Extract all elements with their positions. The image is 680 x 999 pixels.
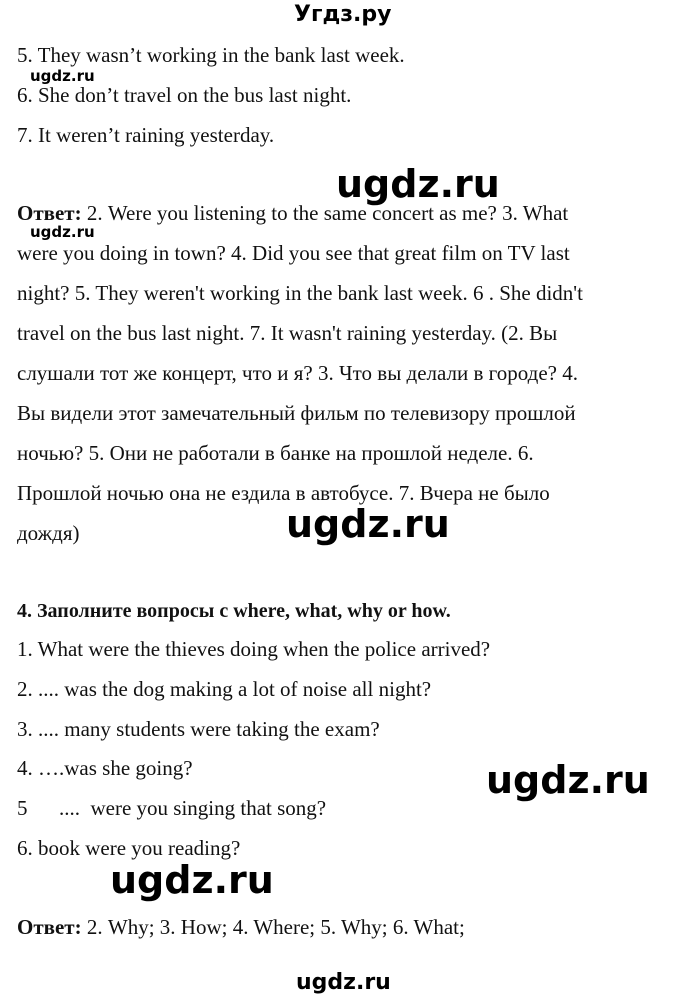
watermark-big: ugdz.ru <box>336 162 500 206</box>
answer-text: 2. Why; 3. How; 4. Where; 5. Why; 6. What; <box>81 915 465 939</box>
exercise-item: 6. book were you reading? <box>17 836 241 860</box>
answer-line: travel on the bus last night. 7. It wasn't raining yesterday. (2. Вы <box>17 321 558 345</box>
exercise-item: 2. .... was the dog making a lot of noise all night? <box>17 677 432 701</box>
answer-line: слушали тот же концерт, что и я? 3. Что вы делали в городе? 4. <box>17 361 578 385</box>
answer-line: ночью? 5. Они не работали в банке на прошлой неделе. 6. <box>17 441 534 465</box>
answer-line <box>17 193 667 233</box>
site-header: Угдз.ру <box>294 2 392 27</box>
exercise-line-6: 6. She don’t travel on the bus last night. <box>17 83 352 107</box>
watermark-small: ugdz.ru <box>30 223 95 241</box>
exercise-line-5: 5. They wasn’t working in the bank last week. <box>17 43 405 67</box>
exercise-item: 3. .... many students were taking the exam? <box>17 717 380 741</box>
exercise-title: 4. Заполните вопросы с where, what, why or how. <box>17 600 451 622</box>
answer-line: were you doing in town? 4. Did you see that great film on TV last <box>17 241 570 265</box>
watermark-small: ugdz.ru <box>30 67 95 85</box>
answer-line: Вы видели этот замечательный фильм по телевизору прошлой <box>17 401 576 425</box>
exercise-line-7: 7. It weren’t raining yesterday. <box>17 123 275 147</box>
answer-line-ex4 <box>17 915 465 939</box>
footer-watermark: ugdz.ru <box>296 970 391 995</box>
answer-line: night? 5. They weren't working in the bank last week. 6 . She didn't <box>17 281 583 305</box>
answer-label: Ответ: <box>17 915 82 939</box>
exercise-item: 1. What were the thieves doing when the police arrived? <box>17 637 491 661</box>
answer-text: 2. Were you listening to the same concert as me? 3. What <box>81 201 569 225</box>
watermark-big: ugdz.ru <box>486 758 650 802</box>
watermark-big: ugdz.ru <box>110 858 274 902</box>
answer-label: Ответ: <box>17 201 82 225</box>
watermark-big: ugdz.ru <box>286 502 450 546</box>
exercise-item: 4. ….was she going? <box>17 756 193 780</box>
exercise-item: 5 .... were you singing that song? <box>17 796 327 820</box>
answer-line: дождя) <box>17 521 80 545</box>
answer-line: Прошлой ночью она не ездила в автобусе. 7. Вчера не было <box>17 481 550 505</box>
answer-paragraph <box>17 193 667 553</box>
